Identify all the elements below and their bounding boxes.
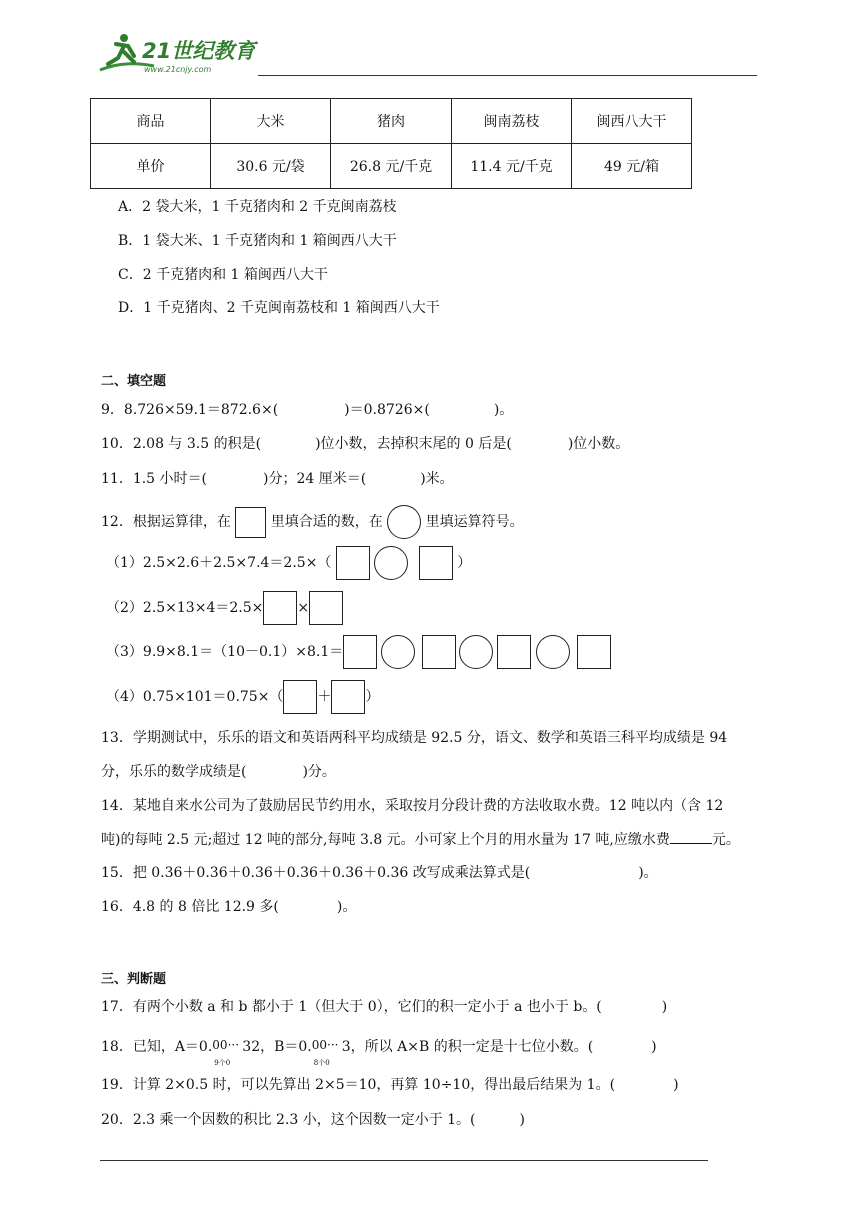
number-box[interactable] (263, 591, 297, 625)
number-box[interactable] (309, 591, 343, 625)
table-cell: 49 元/箱 (572, 144, 692, 189)
question-14-line-1: 14．某地自来水公司为了鼓励居民节约用水，采取按月分段计费的方法收取水费。12 吨以内（含 12 (101, 798, 724, 814)
table-cell: 单价 (91, 144, 211, 189)
table-cell: 11.4 元/千克 (452, 144, 572, 189)
number-box[interactable] (577, 635, 611, 669)
q16-text-b: )。 (336, 899, 357, 915)
price-table (90, 98, 692, 189)
operator-circle[interactable] (459, 635, 493, 669)
q18-text-c: 3，所以 A×B 的积一定是十七位小数。( (341, 1039, 594, 1055)
question-12-1 (106, 546, 471, 580)
q11-text-c: )米。 (420, 471, 454, 487)
question-9 (101, 400, 513, 420)
option-c: C．2 千克猪肉和 1 箱闽西八大干 (118, 267, 328, 283)
number-box[interactable] (419, 546, 453, 580)
question-13-line-2 (101, 762, 336, 782)
table-cell: 闽西八大干 (572, 99, 692, 144)
section-heading-fill-in: 二、填空题 (101, 374, 167, 389)
q15-text-b: )。 (638, 865, 658, 881)
operator-circle[interactable] (536, 635, 570, 669)
number-box[interactable] (283, 680, 317, 714)
q12-4-text-c: ） (365, 689, 380, 705)
option-a: A．2 袋大米，1 千克猪肉和 2 千克闽南荔枝 (118, 199, 397, 215)
number-box[interactable] (497, 635, 531, 669)
q14-text-b: 元。 (711, 832, 740, 848)
section-heading-true-false: 三、判断题 (101, 972, 167, 987)
question-20 (101, 1110, 525, 1130)
header-divider (258, 75, 757, 76)
q12-2-text-b: × (297, 600, 310, 616)
option-d: D．1 千克猪肉、2 千克闽南荔枝和 1 箱闽西八大干 (118, 300, 440, 316)
question-14-line-2 (101, 829, 740, 850)
q12-4-text-b: ＋ (317, 689, 332, 705)
question-11 (101, 469, 454, 489)
repeating-zeros-count: 9个0 (214, 1059, 231, 1067)
q18-text-d: ) (651, 1039, 657, 1055)
q12-1-text-a: （1）2.5×2.6＋2.5×7.4＝2.5×（ (106, 555, 332, 571)
site-logo (94, 30, 264, 78)
q9-text-a: 9．8.726×59.1＝872.6×( (101, 402, 279, 418)
footer-divider (100, 1160, 708, 1161)
question-13-line-1: 13．学期测试中，乐乐的语文和英语两科平均成绩是 92.5 分，语文、数学和英语三科平均成绩是 94 (101, 730, 728, 746)
logo-text: 21世纪教育 (142, 39, 256, 63)
table-row (91, 144, 692, 189)
q12-text-b: 里填合适的数，在 (270, 514, 383, 530)
q9-text-c: )。 (493, 402, 514, 418)
q12-text-c: 里填运算符号。 (425, 514, 524, 530)
question-16 (101, 897, 356, 917)
q18-text-b: 32，B＝0. (242, 1039, 312, 1055)
option-b: B．1 袋大米、1 千克猪肉和 1 箱闽西八大干 (118, 233, 397, 249)
q11-text-b: )分；24 厘米＝( (263, 471, 367, 487)
question-17 (101, 997, 667, 1017)
repeating-zeros-digits: 00··· (212, 1038, 240, 1052)
number-box[interactable] (331, 680, 365, 714)
q12-3-text-a: （3）9.9×8.1＝（10－0.1）×8.1＝ (106, 644, 344, 660)
table-cell: 闽南荔枝 (452, 99, 572, 144)
operator-circle[interactable] (381, 635, 415, 669)
q20-text-a: 20．2.3 乘一个因数的积比 2.3 小，这个因数一定小于 1。( (101, 1112, 476, 1128)
q13-text-b: )分。 (302, 764, 336, 780)
question-12-2 (106, 591, 343, 625)
question-18 (101, 1037, 657, 1067)
q18-text-a: 18．已知，A＝0. (101, 1039, 213, 1055)
repeating-zeros-digits: 00··· (311, 1038, 339, 1052)
q11-text-a: 11．1.5 小时＝( (101, 471, 207, 487)
q9-text-b: )＝0.8726×( (344, 402, 430, 418)
q12-2-text-a: （2）2.5×13×4＝2.5× (106, 600, 264, 616)
q15-text-a: 15．把 0.36＋0.36＋0.36＋0.36＋0.36＋0.36 改写成乘法算式是( (101, 865, 531, 881)
q17-text-b: ) (661, 999, 668, 1015)
question-12-4 (106, 680, 379, 714)
number-box[interactable] (235, 507, 266, 538)
q12-1-text-b: ） (457, 555, 472, 571)
q12-4-text-a: （4）0.75×101＝0.75×（ (106, 689, 284, 705)
question-12-3 (106, 635, 611, 669)
question-10 (101, 434, 629, 454)
number-box[interactable] (343, 635, 377, 669)
q10-text-a: 10．2.08 与 3.5 的积是( (101, 436, 262, 452)
q13-text-a: 分，乐乐的数学成绩是( (101, 764, 247, 780)
q19-text-b: ) (673, 1077, 679, 1093)
table-cell: 商品 (91, 99, 211, 144)
table-cell: 大米 (211, 99, 331, 144)
operator-circle[interactable] (387, 505, 421, 539)
number-box[interactable] (336, 546, 370, 580)
q14-text-a: 吨)的每吨 2.5 元;超过 12 吨的部分,每吨 3.8 元。小可家上个月的用水量为 17 吨,应缴水费 (101, 832, 670, 848)
q10-text-b: )位小数，去掉积末尾的 0 后是( (315, 436, 512, 452)
answer-underline[interactable] (670, 829, 712, 844)
q17-text-a: 17．有两个小数 a 和 b 都小于 1（但大于 0），它们的积一定小于 a 也小于 b。( (101, 999, 602, 1015)
question-12 (101, 505, 524, 539)
q12-text-a: 12．根据运算律，在 (101, 514, 231, 530)
question-19 (101, 1075, 679, 1095)
q19-text-a: 19．计算 2×0.5 时，可以先算出 2×5＝10，再算 10÷10，得出最后结果为 1。( (101, 1077, 616, 1093)
question-15 (101, 863, 658, 883)
logo-url: www.21cnjy.com (144, 65, 212, 74)
q16-text-a: 16．4.8 的 8 倍比 12.9 多( (101, 899, 279, 915)
repeating-zeros (311, 1037, 342, 1067)
table-row (91, 99, 692, 144)
repeating-zeros (212, 1037, 242, 1067)
number-box[interactable] (422, 635, 456, 669)
table-cell: 猪肉 (331, 99, 452, 144)
operator-circle[interactable] (374, 546, 408, 580)
q20-text-b: ) (519, 1112, 525, 1128)
table-cell: 26.8 元/千克 (331, 144, 452, 189)
repeating-zeros-count: 8个0 (313, 1059, 330, 1067)
q10-text-c: )位小数。 (567, 436, 630, 452)
table-cell: 30.6 元/袋 (211, 144, 331, 189)
